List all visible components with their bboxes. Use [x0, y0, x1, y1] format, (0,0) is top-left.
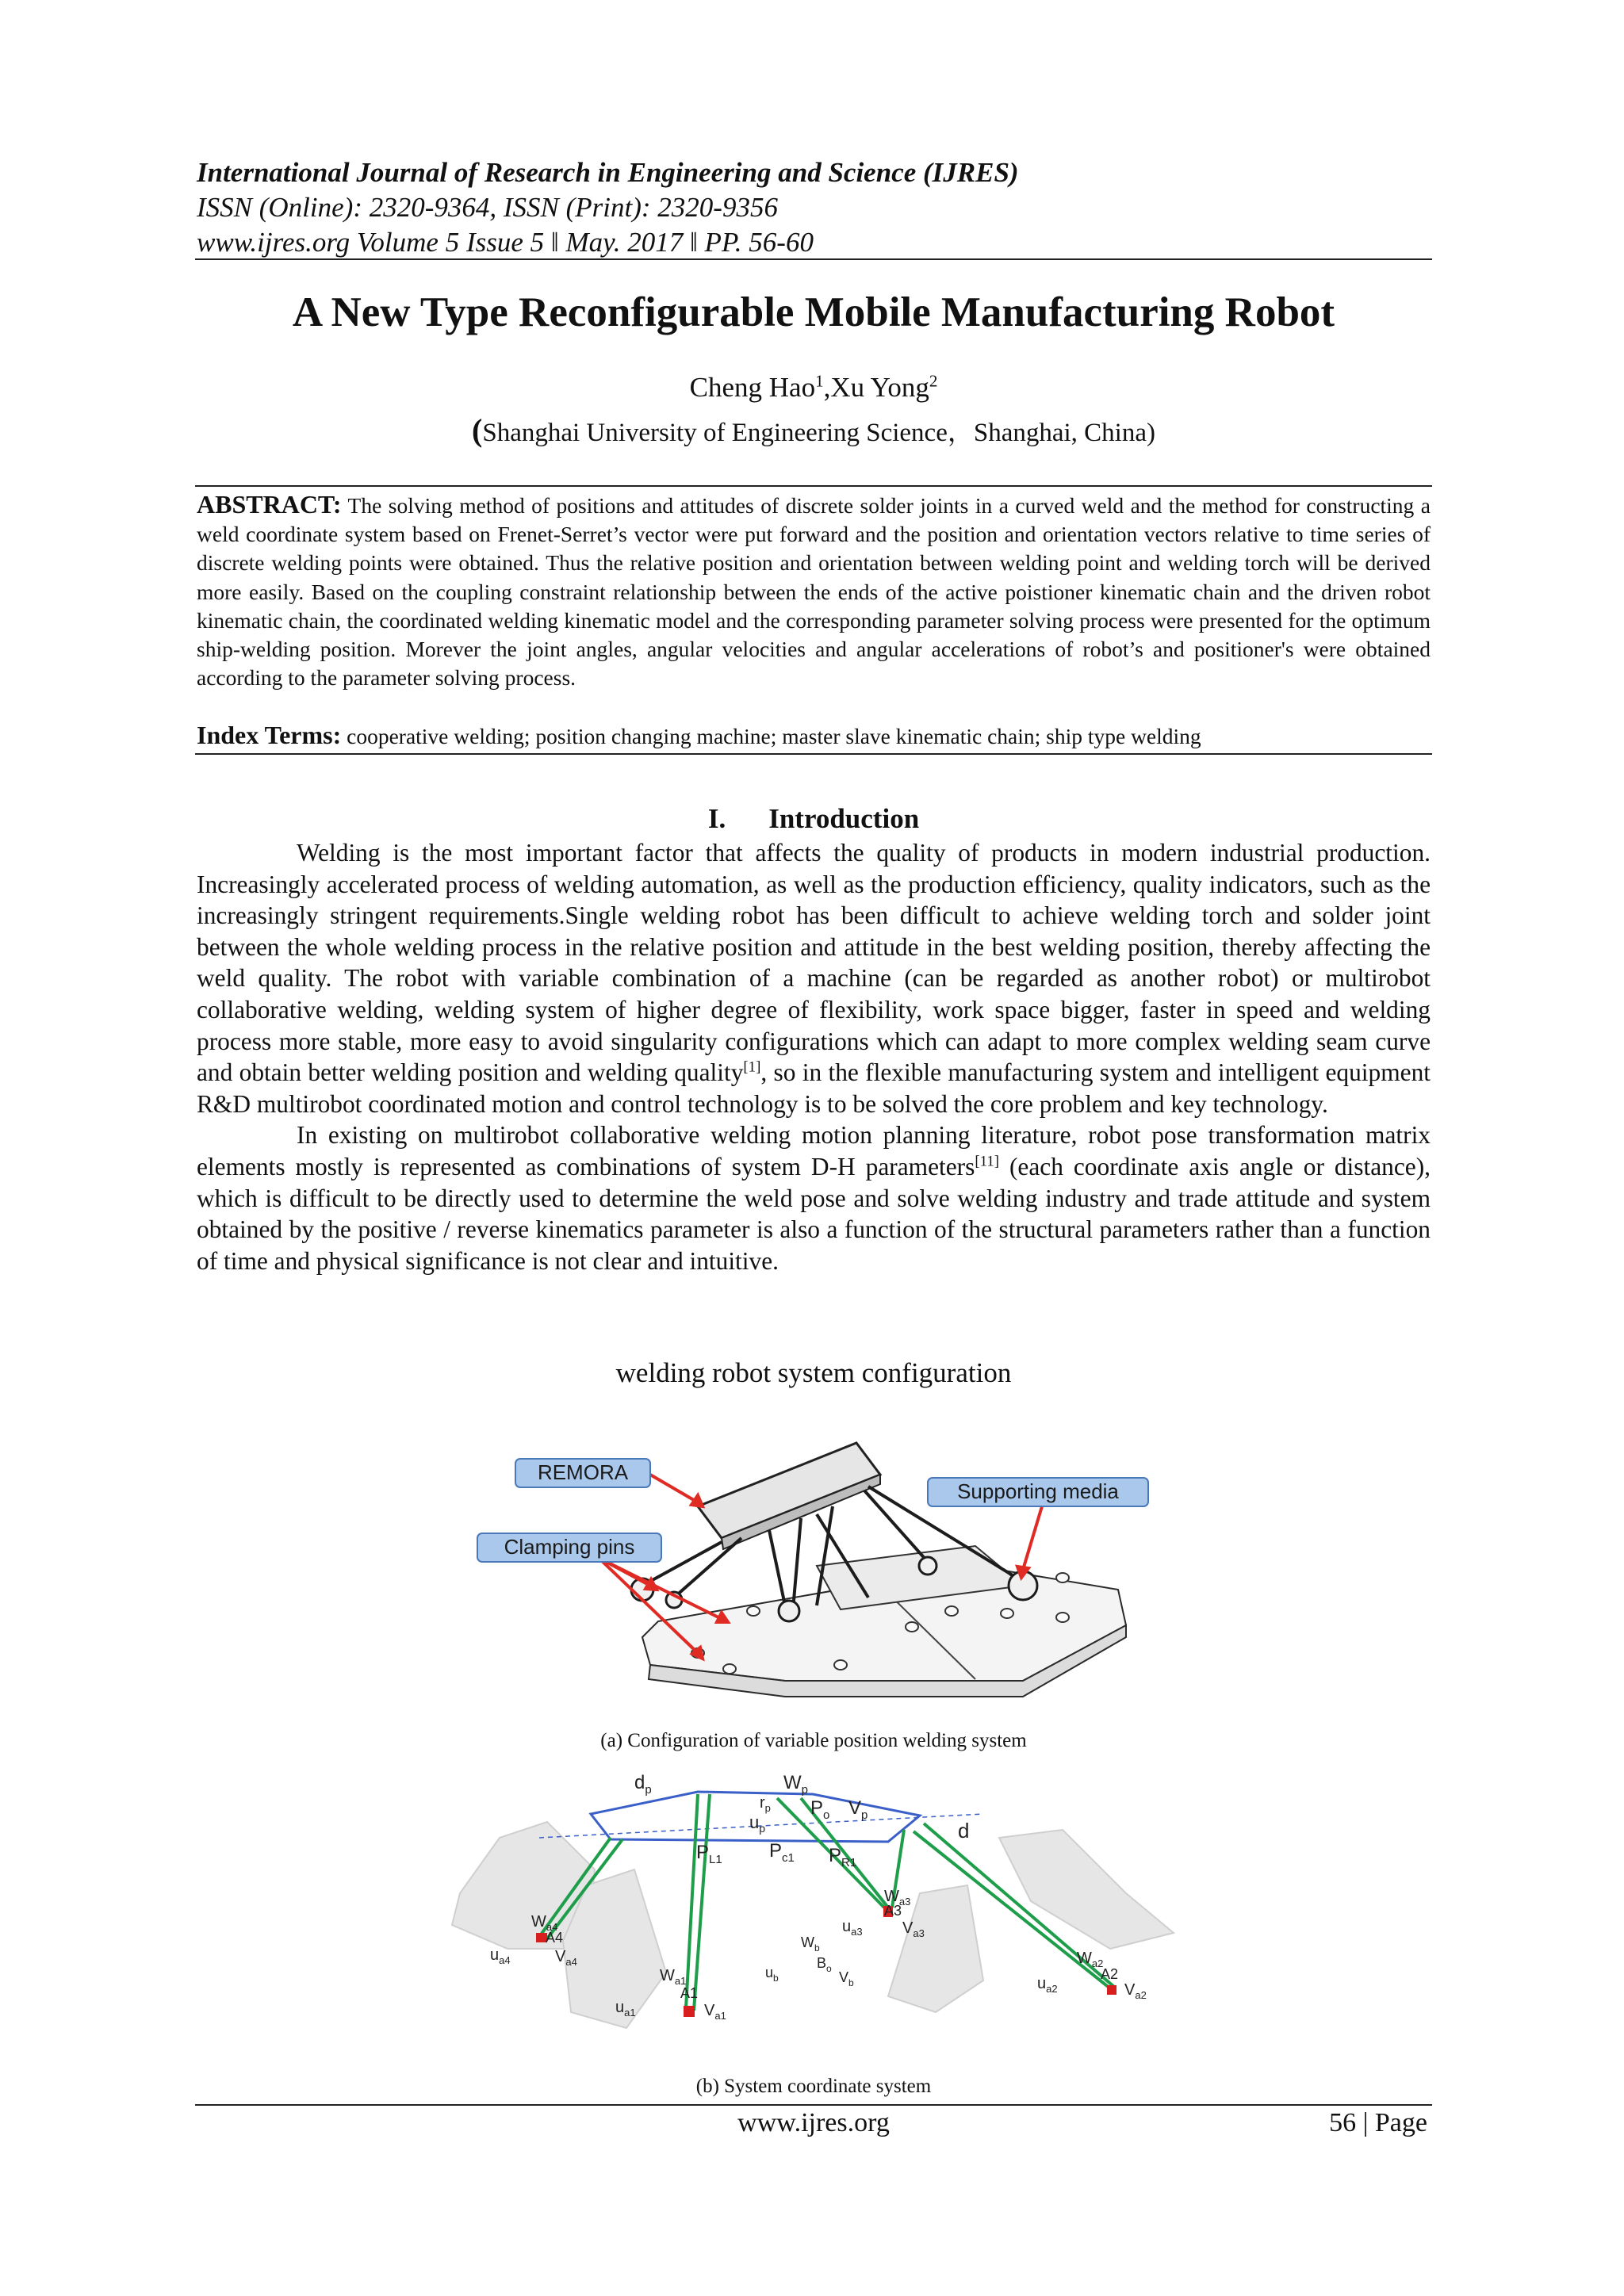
footer-url: www.ijres.org — [737, 2108, 890, 2137]
label-d: d — [958, 1819, 970, 1843]
label-wa3: $W_{a3}$ — [884, 1888, 911, 1908]
label-a4: A4 — [546, 1930, 564, 1946]
label-vb: $V_b$ — [839, 1969, 854, 1988]
author-1-sup: 1 — [815, 371, 824, 391]
figure-a-caption: (a) Configuration of variable position welding system — [600, 1730, 1027, 1751]
svg-text:Supporting media: Supporting media — [957, 1479, 1119, 1503]
figure-heading: welding robot system configuration — [615, 1357, 1012, 1388]
label-bo: $B_o$ — [817, 1955, 832, 1974]
label-va2: $V_{a2}$ — [1124, 1981, 1147, 2001]
label-wp: $W_p$ — [783, 1774, 808, 1797]
label-wa2: $W_{a2}$ — [1077, 1950, 1104, 1969]
label-wa1: $W_{a1}$ — [660, 1967, 687, 1987]
abstract-text: The solving method of positions and attitudes of discrete solder joints in a curved weld and the method for constructing a weld coordinate system based on Frenet-Serret’s vector were put forward and the position and orientation vectors relative to time series of discrete welding points were obtained. Thus the relative position and orientation between welding point and welding torch will be derived more easily. Based on the coupling constraint relationship between the ends of the active poistioner kinematic chain and the driven robot kinematic chain, the coordinated welding kinematic model and the corresponding parameter solving process were presented for the optimum ship-welding position. Morever the joint angles, angular velocities and angular accelerations of robot’s and positioner's were obtained according to the parameter solving process. — [197, 493, 1431, 691]
label-a3: A3 — [884, 1903, 902, 1919]
paragraph-1-text-a: Welding is the most important factor that affects the quality of products in modern industrial production. Increasingly accelerated process of welding automation, as well as the production efficiency, quality indicators, such as the increasingly stringent requirements.Single welding robot has been difficult to achieve welding torch and solder joint between the whole welding process in the relative position and attitude in the best welding position, thereby affecting the weld quality. The robot with variable combination of a machine (can be regarded as another robot) or multirobot collaborative welding, welding system of higher degree of flexibility, work space bigger, faster in speed and welding process more stable, more easy to avoid singularity configurations which can adapt to more complex welding seam curve and obtain better welding position and welding quality — [197, 839, 1431, 1087]
author-1: Cheng Hao — [689, 372, 816, 403]
figure-b-caption: (b) System coordinate system — [695, 2076, 932, 2097]
author-2-sup: 2 — [929, 371, 938, 391]
abstract-top-rule — [195, 485, 1432, 487]
label-pr1: $P_{R1}$ — [829, 1845, 857, 1869]
label-vp: $V_p$ — [848, 1797, 868, 1822]
label-a1: A1 — [680, 1985, 699, 2001]
label-a2: A2 — [1101, 1966, 1119, 1982]
label-dp: $d_p$ — [634, 1774, 652, 1797]
label-rp: $r_p$ — [760, 1794, 771, 1814]
figure-a-welding-system — [468, 1427, 1166, 1712]
label-va3: $V_{a3}$ — [902, 1919, 925, 1939]
body-text — [197, 837, 1431, 1276]
label-wb: $W_b$ — [801, 1934, 820, 1954]
section-number: I. — [707, 803, 726, 834]
author-2: ,Xu Yong — [823, 372, 929, 403]
index-terms-text: cooperative welding; position changing machine; master slave kinematic chain; ship type welding — [347, 724, 1201, 748]
affiliation — [195, 414, 1432, 450]
authors — [195, 371, 1432, 404]
paragraph-1-text-b: , so in the flexible manufacturing system and intelligent equipment R&D multirobot coordinated motion and control technology is to be solved the core problem and key technology. — [197, 1058, 1431, 1118]
label-va1: $V_{a1}$ — [704, 2002, 726, 2022]
section-heading — [195, 801, 1432, 837]
abstract — [197, 490, 1431, 692]
label-ub: $u_b$ — [765, 1965, 779, 1984]
label-ua4: $u_{a4}$ — [490, 1946, 511, 1966]
paragraph-2-text-b: (each coordinate axis angle or distance), which is difficult to be directly used to determine the weld pose and solve welding industry and trade attitude and system obtained by the positive / reverse kinematics parameter is also a function of the structural parameters rather than a function of time and physical significance is not clear and intuitive. — [197, 1152, 1431, 1275]
journal-issn: ISSN (Online): 2320-9364, ISSN (Print): 2320-9356 — [197, 192, 778, 223]
remora-label — [515, 1459, 650, 1487]
label-pc1: $P_{c1}$ — [769, 1840, 795, 1865]
svg-text:Clamping pins: Clamping pins — [504, 1535, 635, 1559]
index-terms-label: Index Terms: — [197, 721, 342, 749]
paragraph-2 — [197, 1119, 1431, 1276]
header-rule — [195, 258, 1432, 260]
label-ua2: $u_{a2}$ — [1037, 1975, 1058, 1995]
figure-b-coordinate-system — [428, 1774, 1205, 2060]
label-pl1: $P_{L1}$ — [696, 1842, 722, 1866]
label-wa4: $W_{a4}$ — [531, 1913, 558, 1933]
citation-11: [11] — [975, 1153, 1000, 1170]
journal-volume: www.ijres.org Volume 5 Issue 5 ǁ May. 2017 ǁ PP. 56-60 — [197, 227, 814, 258]
journal-title: International Journal of Research in Engineering and Science (IJRES) — [197, 157, 1019, 188]
paragraph-1 — [197, 837, 1431, 1119]
paper-title: A New Type Reconfigurable Mobile Manufacturing Robot — [292, 289, 1335, 335]
label-va4: $V_{a4}$ — [555, 1948, 577, 1968]
affiliation-paren: ( — [472, 412, 483, 448]
supporting-media-label — [928, 1478, 1148, 1506]
label-ua1: $u_{a1}$ — [615, 1999, 636, 2019]
label-ua3: $u_{a3}$ — [842, 1918, 863, 1938]
svg-text:REMORA: REMORA — [537, 1460, 629, 1484]
affiliation-text: Shanghai University of Engineering Science，Shanghai, China) — [482, 419, 1155, 447]
section-title: Introduction — [768, 803, 920, 834]
abstract-bottom-rule — [195, 753, 1432, 755]
citation-1: [1] — [743, 1058, 761, 1076]
clamping-pins-label — [477, 1533, 661, 1562]
index-terms — [197, 720, 1431, 752]
abstract-label: ABSTRACT: — [197, 490, 342, 519]
label-pov: $P_o$ — [810, 1797, 830, 1822]
page-number: 56 | Page — [1329, 2108, 1427, 2137]
label-up: $u_p$ — [749, 1812, 766, 1835]
robot-arm-silhouettes — [452, 1822, 1174, 2028]
paragraph-2-text-a: In existing on multirobot collaborative welding motion planning literature, robot pose transformation matrix elements mostly is represented as combinations of system D-H parameters — [197, 1121, 1431, 1181]
journal-header — [197, 155, 1019, 260]
